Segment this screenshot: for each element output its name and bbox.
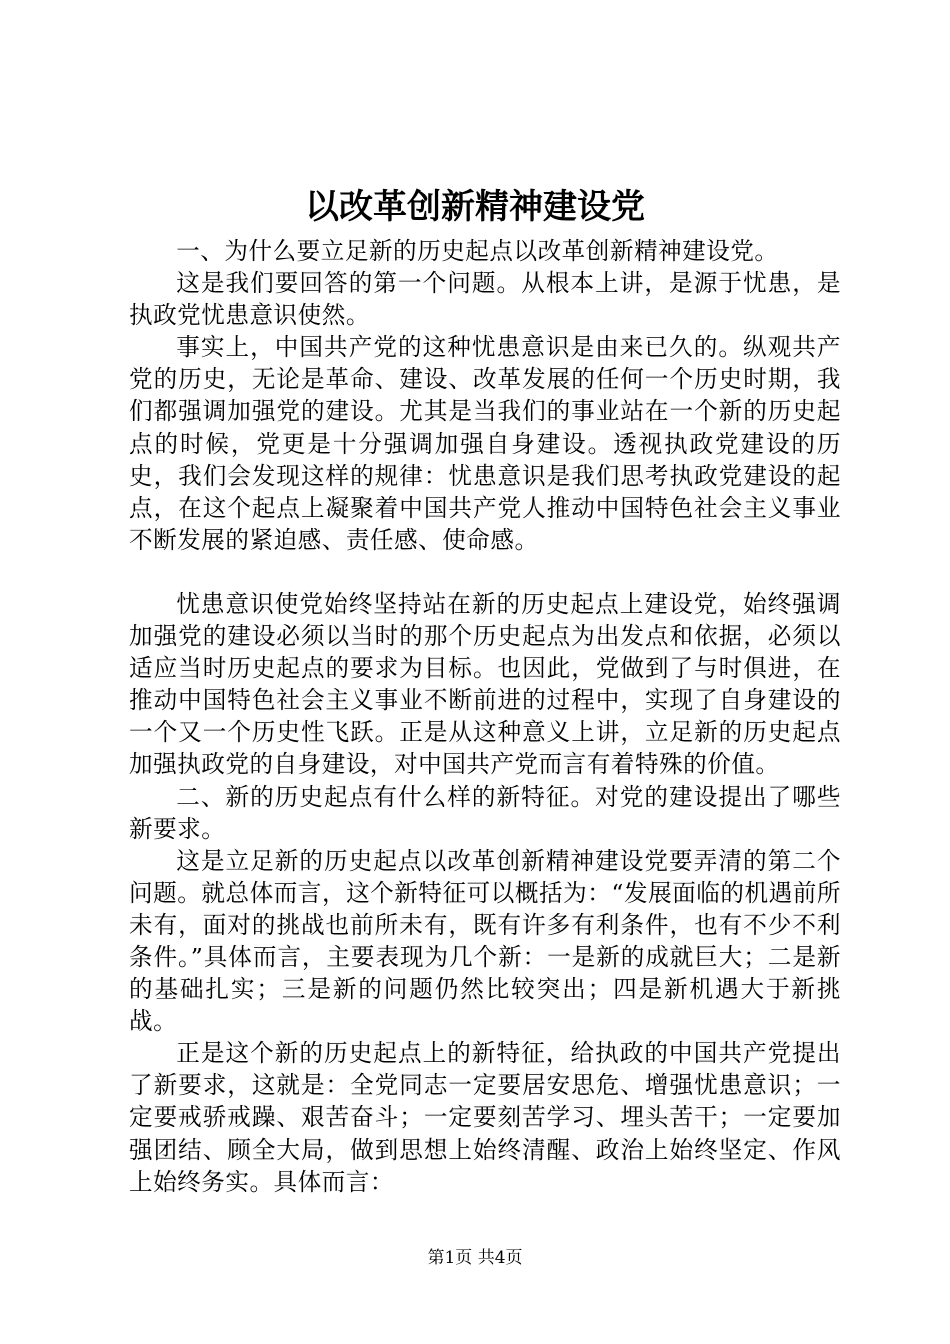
paragraph: 忧患意识使党始终坚持站在新的历史起点上建设党，始终强调加强党的建设必须以当时的那个历史起点为出发点和依据，必须以适应当时历史起点的要求为目标。也因此，党做到了与时俱进，在推动中国特色社会主义事业不断前进的过程中，实现了自身建设的一个又一个历史性飞跃。正是从这种意义上讲，立足新的历史起点加强执政党的自身建设，对中国共产党而言有着特殊的价值。: [129, 589, 841, 779]
paragraph-heading-1: 一、为什么要立足新的历史起点以改革创新精神建设党。: [176, 237, 779, 265]
document-body: [129, 235, 841, 1198]
paragraph-heading-2: 二、新的历史起点有什么样的新特征。对党的建设提出了哪些新要求。: [129, 782, 841, 843]
paragraph: 事实上，中国共产党的这种忧患意识是由来已久的。纵观共产党的历史，无论是革命、建设、改革发展的任何一个历史时期，我们都强调加强党的建设。尤其是当我们的事业站在一个新的历史起点的时候，党更是十分强调加强自身建设。透视执政党建设的历史，我们会发现这样的规律：忧患意识是我们思考执政党建设的起点，在这个起点上凝聚着中国共产党人推动中国特色社会主义事业不断发展的紧迫感、责任感、使命感。: [129, 333, 841, 554]
document-title: 以改革创新精神建设党: [305, 187, 645, 227]
paragraph: 这是立足新的历史起点以改革创新精神建设党要弄清的第二个问题。就总体而言，这个新特征可以概括为：“发展面临的机遇前所未有，面对的挑战也前所未有，既有许多有利条件，也有不少不利条件。”具体而言，主要表现为几个新：一是新的成就巨大；二是新的基础扎实；三是新的问题仍然比较突出；四是新机遇大于新挑战。: [129, 846, 841, 1036]
paragraph: 正是这个新的历史起点上的新特征，给执政的中国共产党提出了新要求，这就是：全党同志一定要居安思危、增强忧患意识；一定要戒骄戒躁、艰苦奋斗；一定要刻苦学习、埋头苦干；一定要加强团结、顾全大局，做到思想上始终清醒、政治上始终坚定、作风上始终务实。具体而言：: [129, 1039, 841, 1196]
page-number-footer: 第1页 共4页: [427, 1248, 523, 1268]
paragraph: 这是我们要回答的第一个问题。从根本上讲，是源于忧患，是执政党忧患意识使然。: [129, 269, 841, 330]
